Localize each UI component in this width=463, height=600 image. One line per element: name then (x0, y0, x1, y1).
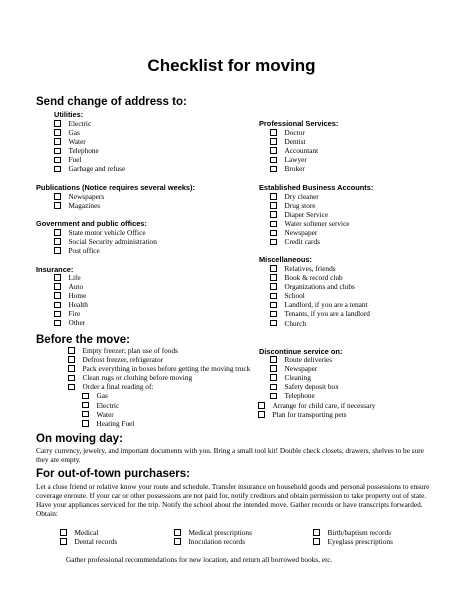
publication-item[interactable]: Newspapers (54, 192, 104, 201)
business-list (270, 192, 350, 247)
government-label: Government and public offices: (36, 219, 147, 228)
before-move-item[interactable]: Empty freezer; plan use of foods (68, 346, 250, 355)
records-col3 (313, 528, 393, 546)
professional-item[interactable]: Broker (270, 164, 318, 173)
checkbox-icon[interactable] (270, 320, 277, 327)
insurance-item[interactable]: Auto (54, 282, 88, 291)
discontinue-item[interactable]: Newspaper (270, 364, 339, 373)
misc-item[interactable]: Organizations and clubs (270, 282, 370, 291)
discontinue-label: Discontinue service on: (259, 347, 343, 356)
checkbox-icon[interactable] (270, 129, 277, 136)
checkbox-icon[interactable] (270, 283, 277, 290)
checkbox-icon[interactable] (68, 356, 75, 363)
checkbox-icon[interactable] (313, 538, 320, 545)
checkbox-icon[interactable] (270, 274, 277, 281)
discontinue-item[interactable]: Route deliveries (270, 355, 339, 364)
final-reading-item[interactable]: Water (68, 410, 250, 419)
checkbox-icon[interactable] (174, 538, 181, 545)
checkbox-icon[interactable] (60, 529, 67, 536)
checkbox-icon[interactable] (54, 202, 61, 209)
checkbox-icon[interactable] (270, 384, 277, 391)
checkbox-icon[interactable] (270, 221, 277, 228)
utility-item[interactable]: Gas (54, 128, 125, 137)
page-title: Checklist for moving (147, 56, 316, 75)
checkbox-icon[interactable] (270, 302, 277, 309)
business-item[interactable]: Drug store (270, 201, 350, 210)
utility-item[interactable]: Water (54, 137, 125, 146)
checkbox-icon[interactable] (68, 347, 75, 354)
checkbox-icon[interactable] (54, 138, 61, 145)
business-item[interactable]: Dry cleaner (270, 192, 350, 201)
insurance-item[interactable]: Life (54, 273, 88, 282)
checkbox-icon[interactable] (174, 529, 181, 536)
insurance-item[interactable]: Home (54, 291, 88, 300)
checkbox-icon[interactable] (68, 375, 75, 382)
publications-list (54, 192, 104, 210)
checkbox-icon[interactable] (270, 265, 277, 272)
misc-item[interactable]: School (270, 291, 370, 300)
checkbox-icon[interactable] (54, 283, 61, 290)
professional-item[interactable]: Doctor (270, 128, 318, 137)
moving-day-heading: On moving day: (36, 433, 123, 445)
record-item[interactable]: Dental records (60, 537, 117, 546)
checkbox-icon[interactable] (270, 138, 277, 145)
checkbox-icon[interactable] (54, 157, 61, 164)
professional-label: Professional Services: (259, 119, 339, 128)
utility-item[interactable]: Garbage and refuse (54, 164, 125, 173)
checkbox-icon[interactable] (270, 166, 277, 173)
checkbox-icon[interactable] (313, 529, 320, 536)
checkbox-icon[interactable] (60, 538, 67, 545)
checkbox-icon[interactable] (82, 411, 89, 418)
discontinue-list (270, 355, 339, 400)
checkbox-icon[interactable] (68, 384, 75, 391)
checkbox-icon[interactable] (270, 239, 277, 246)
record-item[interactable]: Medical (60, 528, 117, 537)
utility-item[interactable]: Fuel (54, 155, 125, 164)
insurance-item[interactable]: Fire (54, 309, 88, 318)
business-item[interactable]: Diaper Service (270, 210, 350, 219)
checkbox-icon[interactable] (270, 157, 277, 164)
government-item[interactable]: Post office (54, 246, 157, 255)
business-item[interactable]: Credit cards (270, 237, 350, 246)
checkbox-icon[interactable] (270, 365, 277, 372)
business-item[interactable]: Newspaper (270, 228, 350, 237)
professional-list (270, 128, 318, 173)
checkbox-icon[interactable] (270, 293, 277, 300)
final-reading-item[interactable]: Electric (68, 401, 250, 410)
final-reading-item[interactable]: Gas (68, 391, 250, 400)
extra-item[interactable]: Arrange for child care, if necessary (258, 401, 375, 410)
misc-label: Miscellaneous: (259, 255, 312, 264)
checkbox-icon[interactable] (82, 393, 89, 400)
checkbox-icon[interactable] (54, 247, 61, 254)
discontinue-item[interactable]: Telephone (270, 391, 339, 400)
moving-day-text: Carry currency, jewelry, and important documents with you. Bring a small tool kit! Double check closets, drawers, shelves to be sure they are empty. (36, 446, 424, 465)
government-item[interactable]: Social Security administration (54, 237, 157, 246)
before-move-item[interactable]: Clean rugs or clothing before moving (68, 373, 250, 382)
records-col1 (60, 528, 117, 546)
checkbox-icon[interactable] (54, 129, 61, 136)
checkbox-icon[interactable] (54, 274, 61, 281)
before-move-heading: Before the move: (36, 334, 130, 346)
checkbox-icon[interactable] (68, 365, 75, 372)
publications-label: Publications (Notice requires several weeks): (36, 183, 195, 192)
checkbox-icon[interactable] (82, 402, 89, 409)
out-of-town-heading: For out-of-town purchasers: (36, 468, 190, 480)
checkbox-icon[interactable] (270, 211, 277, 218)
address-heading: Send change of address to: (36, 96, 187, 108)
business-item[interactable]: Water softener service (270, 219, 350, 228)
checkbox-icon[interactable] (54, 229, 61, 236)
checkbox-icon[interactable] (54, 320, 61, 327)
checkbox-icon[interactable] (54, 311, 61, 318)
checkbox-icon[interactable] (82, 420, 89, 427)
checkbox-icon[interactable] (270, 147, 277, 154)
checkbox-icon[interactable] (54, 193, 61, 200)
closing-text: Gather professional recommendations for new location, and return all borrowed books, etc. (66, 555, 333, 564)
checkbox-icon[interactable] (270, 393, 277, 400)
checkbox-icon[interactable] (54, 292, 61, 299)
checkbox-icon[interactable] (258, 402, 265, 409)
final-reading-item[interactable]: Heating Fuel (68, 419, 250, 428)
misc-list (270, 264, 370, 328)
checkbox-icon[interactable] (54, 148, 61, 155)
records-col2 (174, 528, 252, 546)
utilities-label: Utilities: (54, 110, 84, 119)
extra-list (258, 401, 375, 419)
discontinue-item[interactable]: Cleaning (270, 373, 339, 382)
utility-item[interactable]: Electric (54, 119, 125, 128)
checkbox-icon[interactable] (270, 356, 277, 363)
checkbox-icon[interactable] (270, 202, 277, 209)
insurance-label: Insurance: (36, 265, 74, 274)
checkbox-icon[interactable] (270, 230, 277, 237)
extra-item[interactable]: Plan for transporting pets (258, 410, 375, 419)
record-item[interactable]: Eyeglass prescriptions (313, 537, 393, 546)
checkbox-icon[interactable] (258, 411, 265, 418)
record-item[interactable]: Medical prescriptions (174, 528, 252, 537)
insurance-list (54, 273, 88, 328)
before-move-item[interactable]: Defrost freezer, refrigerator (68, 355, 250, 364)
government-list (54, 228, 157, 255)
record-item[interactable]: Inoculation records (174, 537, 252, 546)
before-move-item[interactable]: Order a final reading of: (68, 382, 250, 391)
checkbox-icon[interactable] (270, 311, 277, 318)
record-item[interactable]: Birth/baptism records (313, 528, 393, 537)
checkbox-icon[interactable] (54, 302, 61, 309)
before-move-item[interactable]: Pack everything in boxes before getting the moving truck (68, 364, 250, 373)
professional-item[interactable]: Dentist (270, 137, 318, 146)
government-item[interactable]: State motor vehicle Office (54, 228, 157, 237)
misc-item[interactable]: Tenants, if you are a landlord (270, 309, 370, 318)
misc-item[interactable]: Relatives, friends (270, 264, 370, 273)
out-of-town-text: Let a close friend or relative know your route and schedule. Transfer insurance on household goods and personal possessions to ensure coverage enroute. If your car or other possessions are not paid for, notify creditors and obtain permission to take property out of state. Have your appliances serviced for the trip. Notify the school about the intended move. Gather records or have transcripts forwarded. Obtain: (36, 482, 430, 519)
publication-item[interactable]: Magazines (54, 201, 104, 210)
checkbox-icon[interactable] (270, 193, 277, 200)
misc-item[interactable]: Book & record club (270, 273, 370, 282)
insurance-item[interactable]: Health (54, 300, 88, 309)
insurance-item[interactable]: Other (54, 318, 88, 327)
business-label: Established Business Accounts: (259, 183, 374, 192)
before-move-list (68, 346, 250, 428)
checkbox-icon[interactable] (270, 374, 277, 381)
misc-item[interactable]: Landlord, if you are a tenant (270, 300, 370, 309)
checkbox-icon[interactable] (54, 166, 61, 173)
utilities-list (54, 119, 125, 174)
misc-item[interactable]: Church (270, 319, 370, 328)
professional-item[interactable]: Accountant (270, 146, 318, 155)
checkbox-icon[interactable] (54, 120, 61, 127)
utility-item[interactable]: Telephone (54, 146, 125, 155)
checkbox-icon[interactable] (54, 238, 61, 245)
professional-item[interactable]: Lawyer (270, 155, 318, 164)
discontinue-item[interactable]: Safety deposit box (270, 382, 339, 391)
